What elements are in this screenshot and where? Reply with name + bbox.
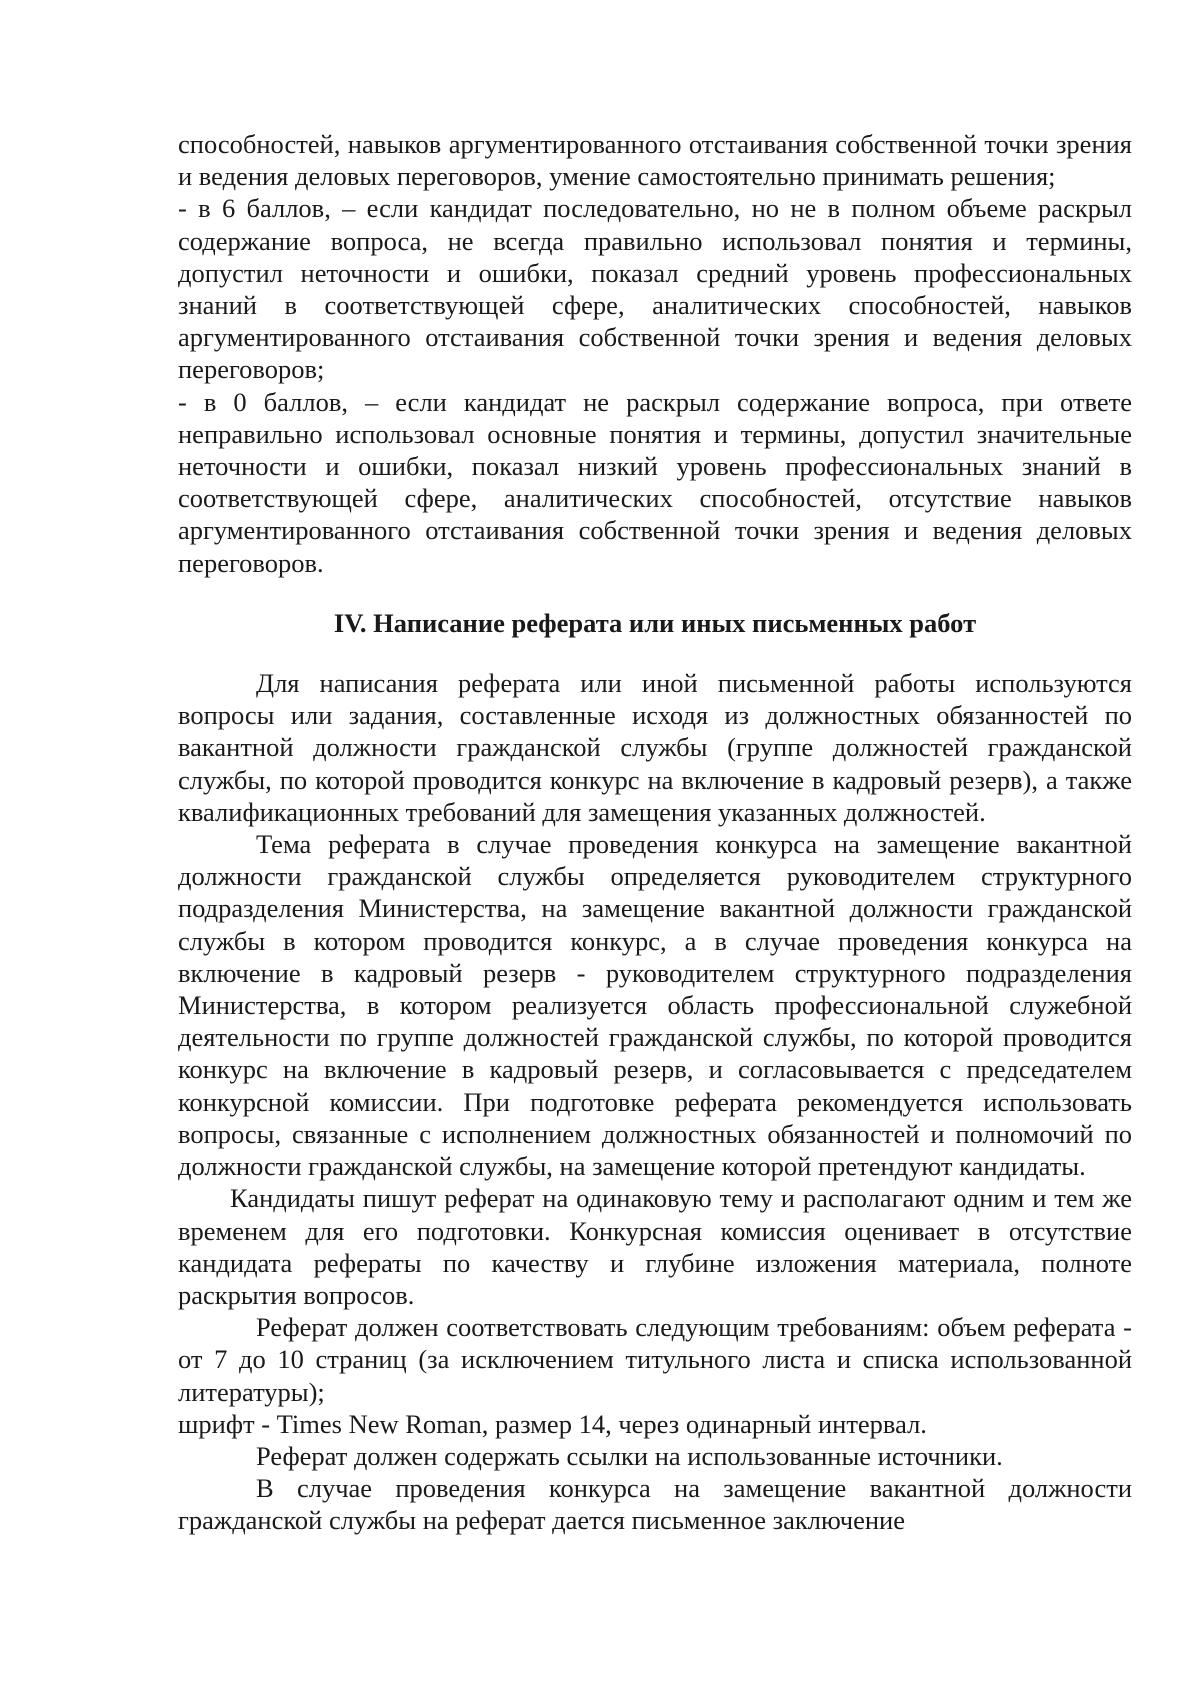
paragraph-conclusion: В случае проведения конкурса на замещение вакантной должности гражданской службы на реферат дается письменное заключение <box>178 1473 1132 1536</box>
paragraph-essay-topic: Тема реферата в случае проведения конкурса на замещение вакантной должности гражданской службы определяется руководителем структурного подразделения Министерства, на замещение вакантной должности гражданской службы в котором проводится конкурс, а в случае проведения конкурса на включение в кадровый резерв - руководителем структурного подразделения Министерства, в котором реализуется область профессиональной служебной деятельности по группе должностей гражданской службы, по которой проводится конкурс на включение в кадровый резерв, и согласовывается с председателем конкурсной комиссии. При подготовке реферата рекомендуется использовать вопросы, связанные с исполнением должностных обязанностей и полномочий по должности гражданской службы, на замещение которой претендуют кандидаты. <box>178 829 1132 1182</box>
paragraph-essay-questions: Для написания реферата или иной письменной работы используются вопросы или задания, составленные исходя из должностных обязанностей по вакантной должности гражданской службы (группе должностей гражданской службы, по которой проводится конкурс на включение в кадровый резерв), а также квалификационных требований для замещения указанных должностей. <box>178 668 1132 827</box>
document-page <box>178 128 1132 1537</box>
paragraph-score-6: - в 6 баллов, – если кандидат последовательно, но не в полном объеме раскрыл содержание вопроса, не всегда правильно использовал понятия и термины, допустил неточности и ошибки, показал средний уровень профессиональных знаний в соответствующей сфере, аналитических способностей, навыков аргументированного отстаивания собственной точки зрения и ведения деловых переговоров; <box>178 193 1132 385</box>
section-heading: IV. Написание реферата или иных письменных работ <box>333 607 977 638</box>
paragraph-continuation: способностей, навыков аргументированного отстаивания собственной точки зрения и ведения деловых переговоров, умение самостоятельно принимать решения; <box>178 129 1132 192</box>
paragraph-font: шрифт - Times New Roman, размер 14, через одинарный интервал. <box>178 1408 927 1439</box>
paragraph-references: Реферат должен содержать ссылки на использованные источники. <box>256 1440 1003 1471</box>
paragraph-requirements: Реферат должен соответствовать следующим требованиям: объем реферата - от 7 до 10 страниц (за исключением титульного листа и списка использованной литературы); <box>178 1312 1132 1407</box>
paragraph-candidates: Кандидаты пишут реферат на одинаковую тему и располагают одним и тем же временем для его подготовки. Конкурсная комиссия оценивает в отсутствие кандидата рефераты по качеству и глубине изложения материала, полноте раскрытия вопросов. <box>178 1183 1132 1310</box>
paragraph-score-0: - в 0 баллов, – если кандидат не раскрыл содержание вопроса, при ответе неправильно использовал основные понятия и термины, допустил значительные неточности и ошибки, показал низкий уровень профессиональных знаний в соответствующей сфере, аналитических способностей, отсутствие навыков аргументированного отстаивания собственной точки зрения и ведения деловых переговоров. <box>178 386 1132 578</box>
